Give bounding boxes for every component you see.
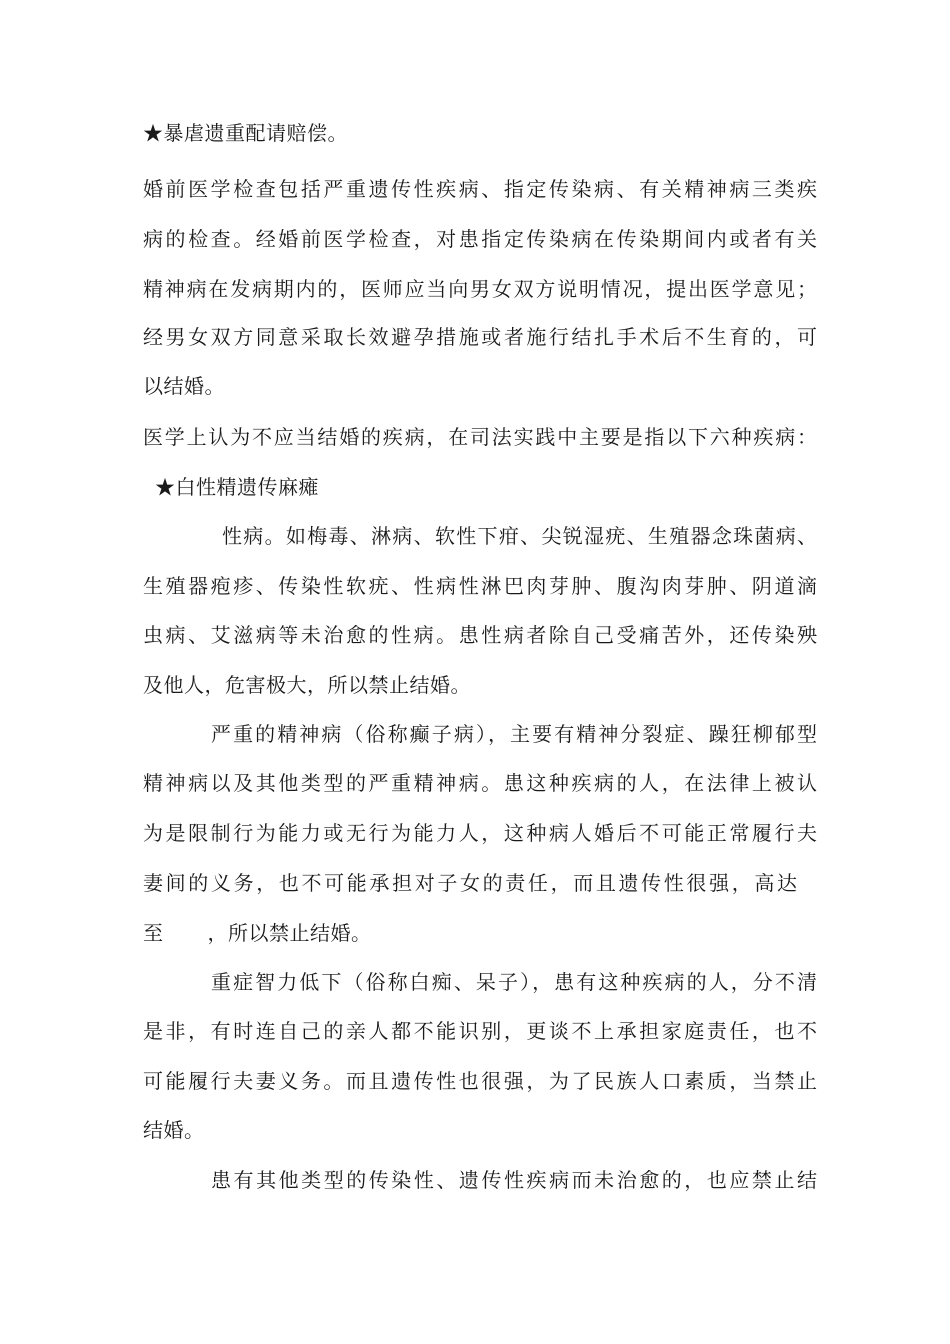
paragraph-line: 结婚。	[143, 1118, 205, 1142]
paragraph-line: 性病。如梅毒、淋病、软性下疳、尖锐湿疣、生殖器念珠菌病、	[222, 524, 817, 548]
paragraph-line: 是非，有时连自己的亲人都不能识别，更谈不上承担家庭责任，也不	[143, 1019, 817, 1043]
paragraph-line: 及他人，危害极大，所以禁止结婚。	[143, 673, 471, 697]
paragraph-line: 病的检查。经婚前医学检查，对患指定传染病在传染期间内或者有关	[143, 227, 817, 251]
paragraph-line: 严重的精神病（俗称癫子病），主要有精神分裂症、躁狂柳郁型	[211, 722, 817, 746]
paragraph-line: 生殖器疱疹、传染性软疣、性病性淋巴肉芽肿、腹沟肉芽肿、阴道滴	[143, 574, 817, 598]
heading-line: ★暴虐遗重配请赔偿。	[143, 121, 348, 145]
heading-line: ★白性精遗传麻瘫	[155, 475, 319, 499]
paragraph-line: 可能履行夫妻义务。而且遗传性也很强，为了民族人口素质，当禁止	[143, 1069, 817, 1093]
paragraph-fragment: ，所以禁止结婚。	[207, 921, 372, 945]
paragraph-line: 医学上认为不应当结婚的疾病，在司法实践中主要是指以下六种疾病：	[143, 425, 817, 449]
paragraph-line	[143, 921, 372, 945]
paragraph-line: 经男女双方同意采取长效避孕措施或者施行结扎手术后不生育的，可	[143, 325, 817, 349]
paragraph-line: 以结婚。	[143, 374, 225, 398]
paragraph-line: 患有其他类型的传染性、遗传性疾病而未治愈的，也应禁止结	[211, 1168, 817, 1192]
paragraph-line: 精神病在发病期内的，医师应当向男女双方说明情况，提出医学意见；	[143, 277, 817, 301]
paragraph-line: 为是限制行为能力或无行为能力人，这种病人婚后不可能正常履行夫	[143, 821, 817, 845]
paragraph-line: 妻间的义务，也不可能承担对子女的责任，而且遗传性很强，高达	[143, 871, 797, 895]
paragraph-line: 虫病、艾滋病等未治愈的性病。患性病者除自己受痛苦外，还传染殃	[143, 623, 817, 647]
paragraph-line: 精神病以及其他类型的严重精神病。患这种疾病的人，在法律上被认	[143, 771, 817, 795]
paragraph-line: 婚前医学检查包括严重遗传性疾病、指定传染病、有关精神病三类疾	[143, 177, 817, 201]
paragraph-line: 重症智力低下（俗称白痴、呆子），患有这种疾病的人，分不清	[211, 970, 817, 994]
paragraph-fragment: 至	[143, 921, 164, 945]
